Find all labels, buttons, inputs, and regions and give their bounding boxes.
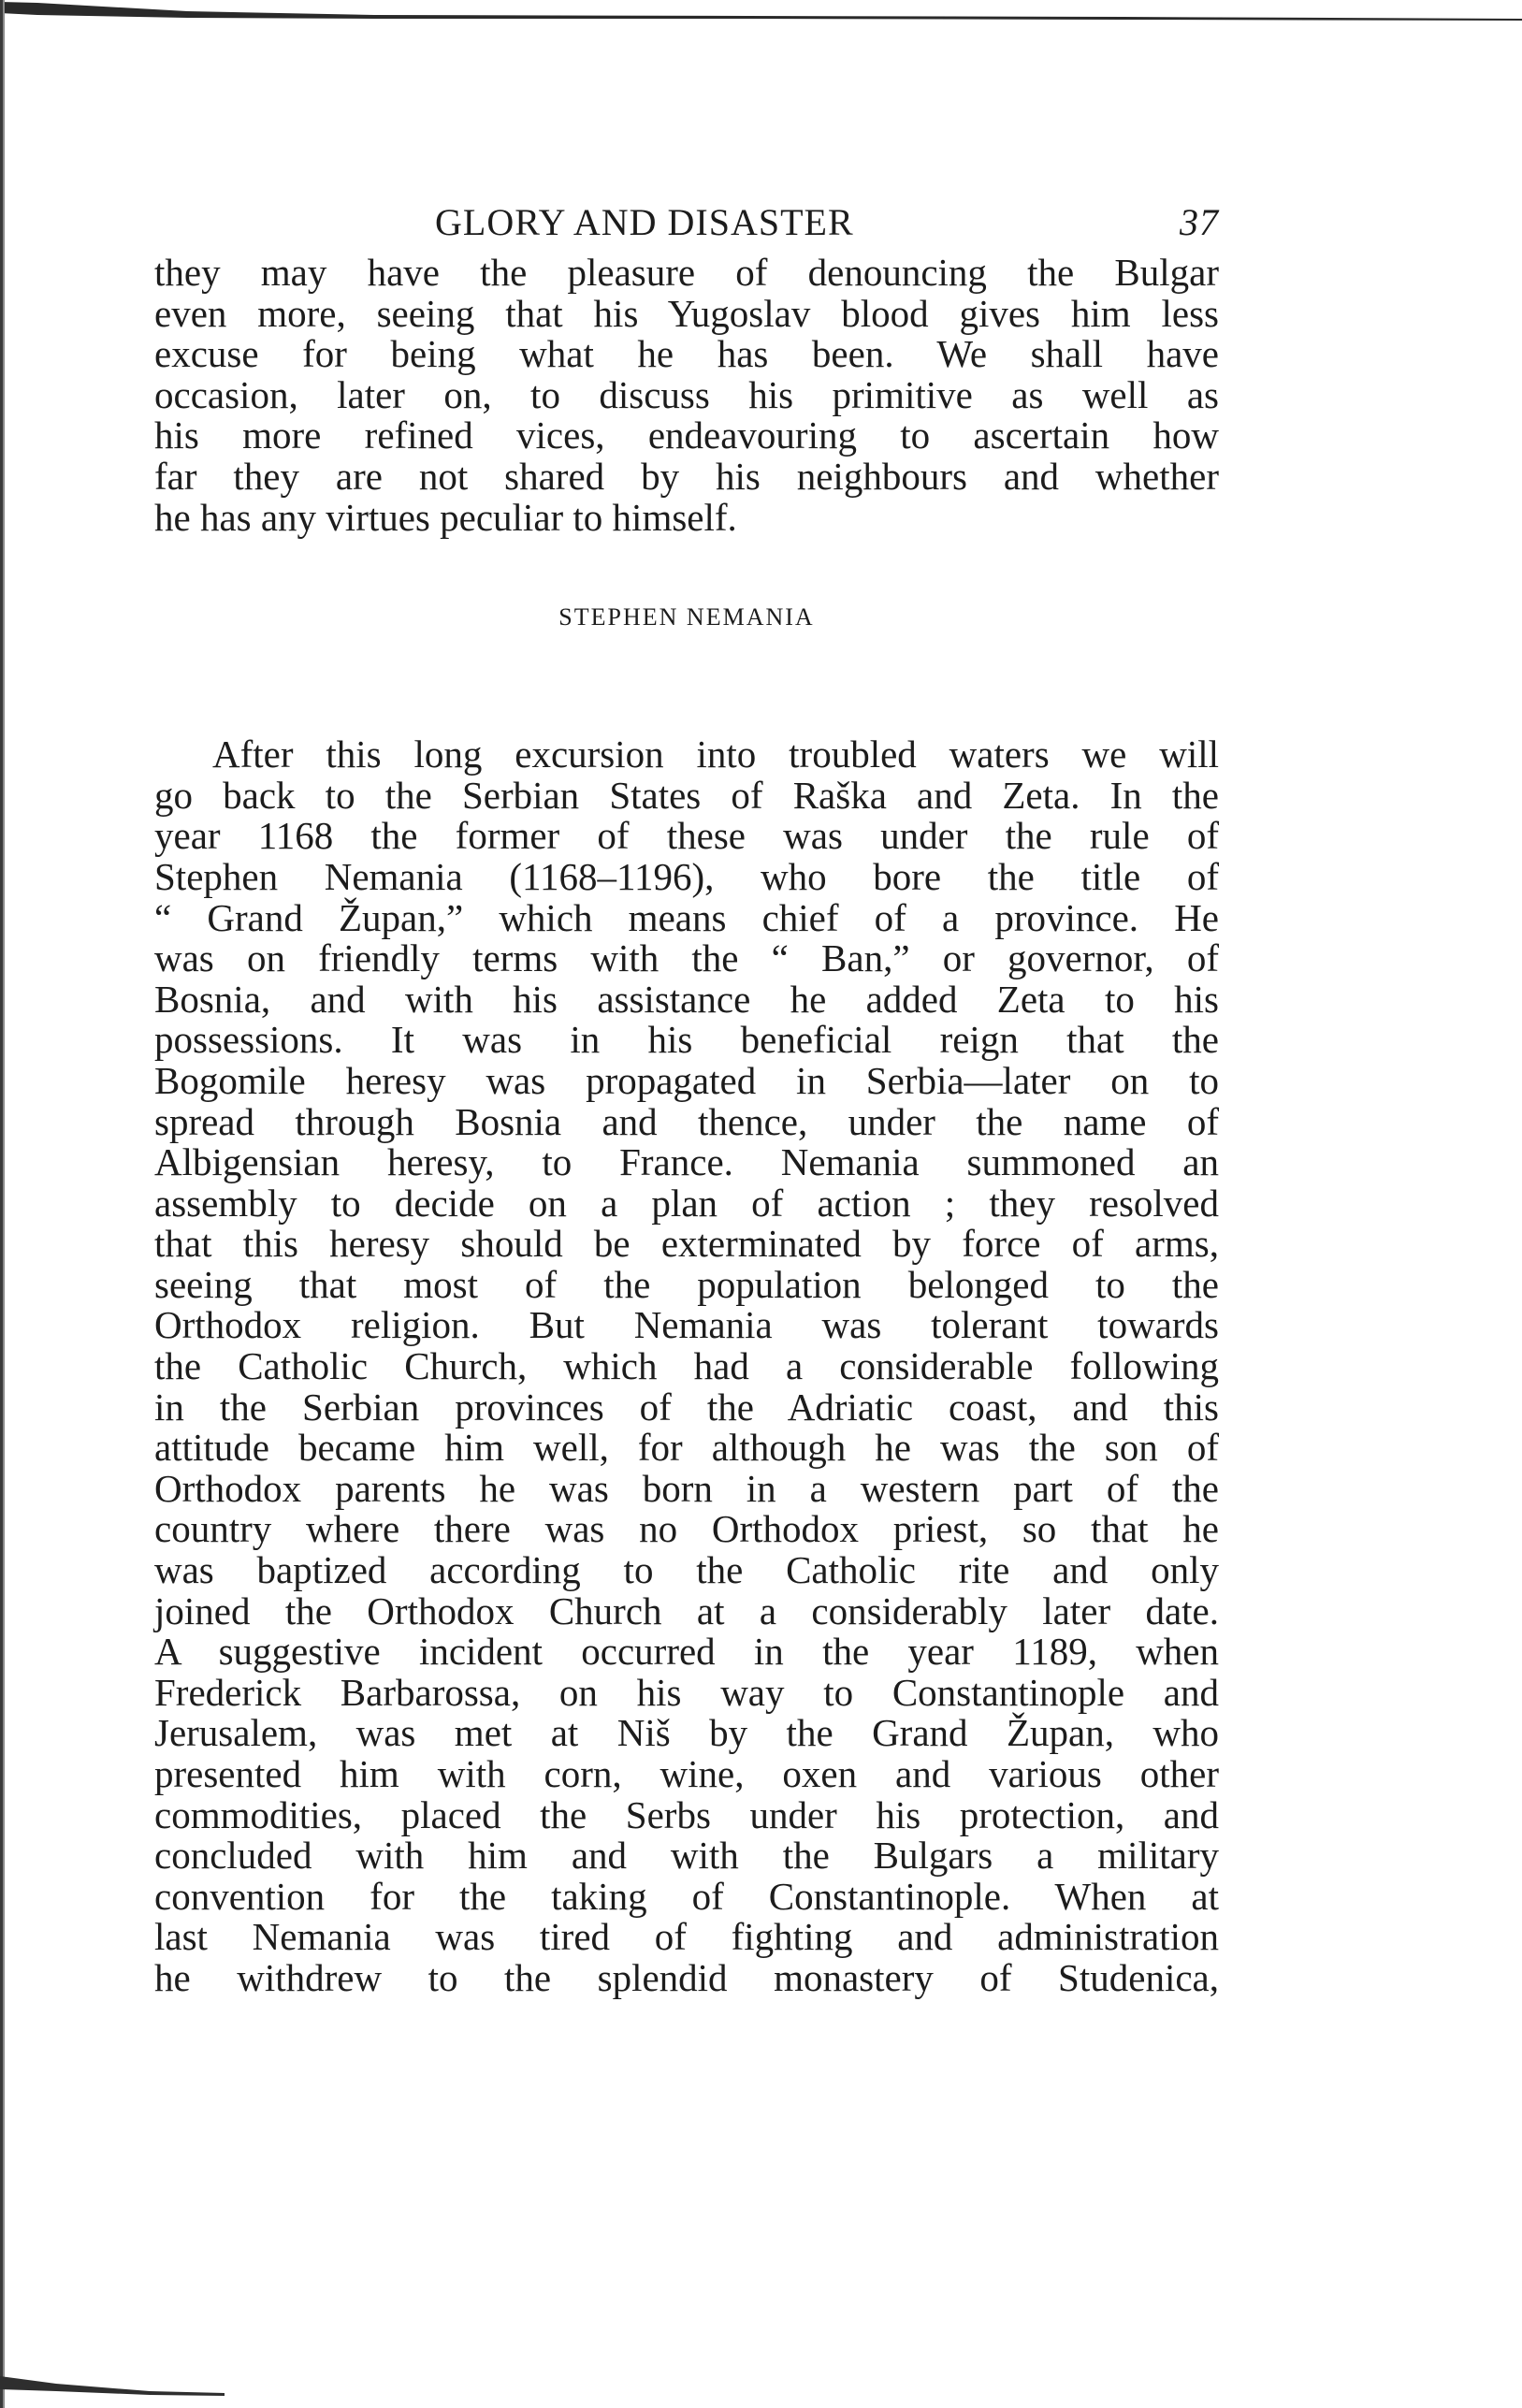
text-line: his more refined vices, endeavouring to ascertain how bbox=[154, 413, 1219, 457]
text-line: seeing that most of the population belonged to the bbox=[154, 1262, 1219, 1306]
text-line: possessions. It was in his beneficial reign that the bbox=[154, 1018, 1219, 1062]
text-line: concluded with him and with the Bulgars a military bbox=[154, 1834, 1219, 1878]
paragraph-stephen-nemania bbox=[154, 734, 1219, 1998]
text-line: he withdrew to the splendid monastery of Studenica, bbox=[154, 1955, 1219, 1999]
book-page bbox=[154, 196, 1219, 1999]
text-line: far they are not shared by his neighbours and whether bbox=[154, 454, 1219, 498]
text-line: excuse for being what he has been. We shall have bbox=[154, 332, 1219, 376]
text-line: occasion, later on, to discuss his primitive as well as bbox=[154, 372, 1219, 416]
text-line: joined the Orthodox Church at a considerably later date. bbox=[154, 1588, 1219, 1632]
text-line: was baptized according to the Catholic rite and only bbox=[154, 1548, 1219, 1592]
paragraph-denouncing-bulgar bbox=[154, 253, 1219, 538]
text-line: After this long excursion into troubled waters we will bbox=[212, 733, 1219, 776]
text-line: the Catholic Church, which had a considerable following bbox=[154, 1344, 1219, 1388]
text-line: “ Grand Župan,” which means chief of a province. He bbox=[154, 895, 1219, 939]
text-line: Bosnia, and with his assistance he added Zeta to his bbox=[154, 977, 1219, 1021]
text-line: Albigensian heresy, to France. Nemania summoned an bbox=[154, 1140, 1219, 1184]
text-line: convention for the taking of Constantinople. When at bbox=[154, 1874, 1219, 1918]
text-line: Jerusalem, was met at Niš by the Grand Župan, who bbox=[154, 1711, 1219, 1755]
text-line: country where there was no Orthodox priest, so that he bbox=[154, 1507, 1219, 1551]
text-line: attitude became him well, for although he was the son of bbox=[154, 1426, 1219, 1470]
text-line: last Nemania was tired of fighting and administration bbox=[154, 1915, 1219, 1959]
scan-top-edge bbox=[0, 0, 1522, 28]
scan-left-edge bbox=[0, 0, 13, 2408]
text-line: commodities, placed the Serbs under his protection, and bbox=[154, 1792, 1219, 1836]
text-line: Bogomile heresy was propagated in Serbia—later on to bbox=[154, 1058, 1219, 1102]
text-line: year 1168 the former of these was under the rule of bbox=[154, 814, 1219, 858]
text-line: Stephen Nemania (1168–1196), who bore the title of bbox=[154, 854, 1219, 898]
text-line: that this heresy should be exterminated by force of arms, bbox=[154, 1222, 1219, 1266]
text-line: they may have the pleasure of denouncing the Bulgar bbox=[154, 251, 1219, 294]
text-line: spread through Bosnia and thence, under the name of bbox=[154, 1099, 1219, 1143]
running-head bbox=[154, 196, 1219, 253]
text-line: Orthodox parents he was born in a western part of the bbox=[154, 1466, 1219, 1510]
text-line: assembly to decide on a plan of action ; they resolved bbox=[154, 1181, 1219, 1225]
text-line: Frederick Barbarossa, on his way to Constantinople and bbox=[154, 1670, 1219, 1714]
section-heading: STEPHEN NEMANIA bbox=[558, 603, 815, 631]
text-line: he has any virtues peculiar to himself. bbox=[154, 495, 737, 539]
text-line: A suggestive incident occurred in the year 1189, when bbox=[154, 1630, 1219, 1674]
running-title: GLORY AND DISASTER bbox=[435, 201, 854, 243]
text-line: presented him with corn, wine, oxen and various other bbox=[154, 1752, 1219, 1795]
text-line: in the Serbian provinces of the Adriatic coast, and this bbox=[154, 1385, 1219, 1429]
text-line: even more, seeing that his Yugoslav blood gives him less bbox=[154, 291, 1219, 335]
page-number: 37 bbox=[1180, 201, 1219, 243]
text-line: go back to the Serbian States of Raška and Zeta. In the bbox=[154, 773, 1219, 817]
text-line: was on friendly terms with the “ Ban,” or governor, of bbox=[154, 936, 1219, 980]
text-line: Orthodox religion. But Nemania was tolerant towards bbox=[154, 1303, 1219, 1347]
scan-bottom-edge bbox=[0, 2357, 243, 2408]
